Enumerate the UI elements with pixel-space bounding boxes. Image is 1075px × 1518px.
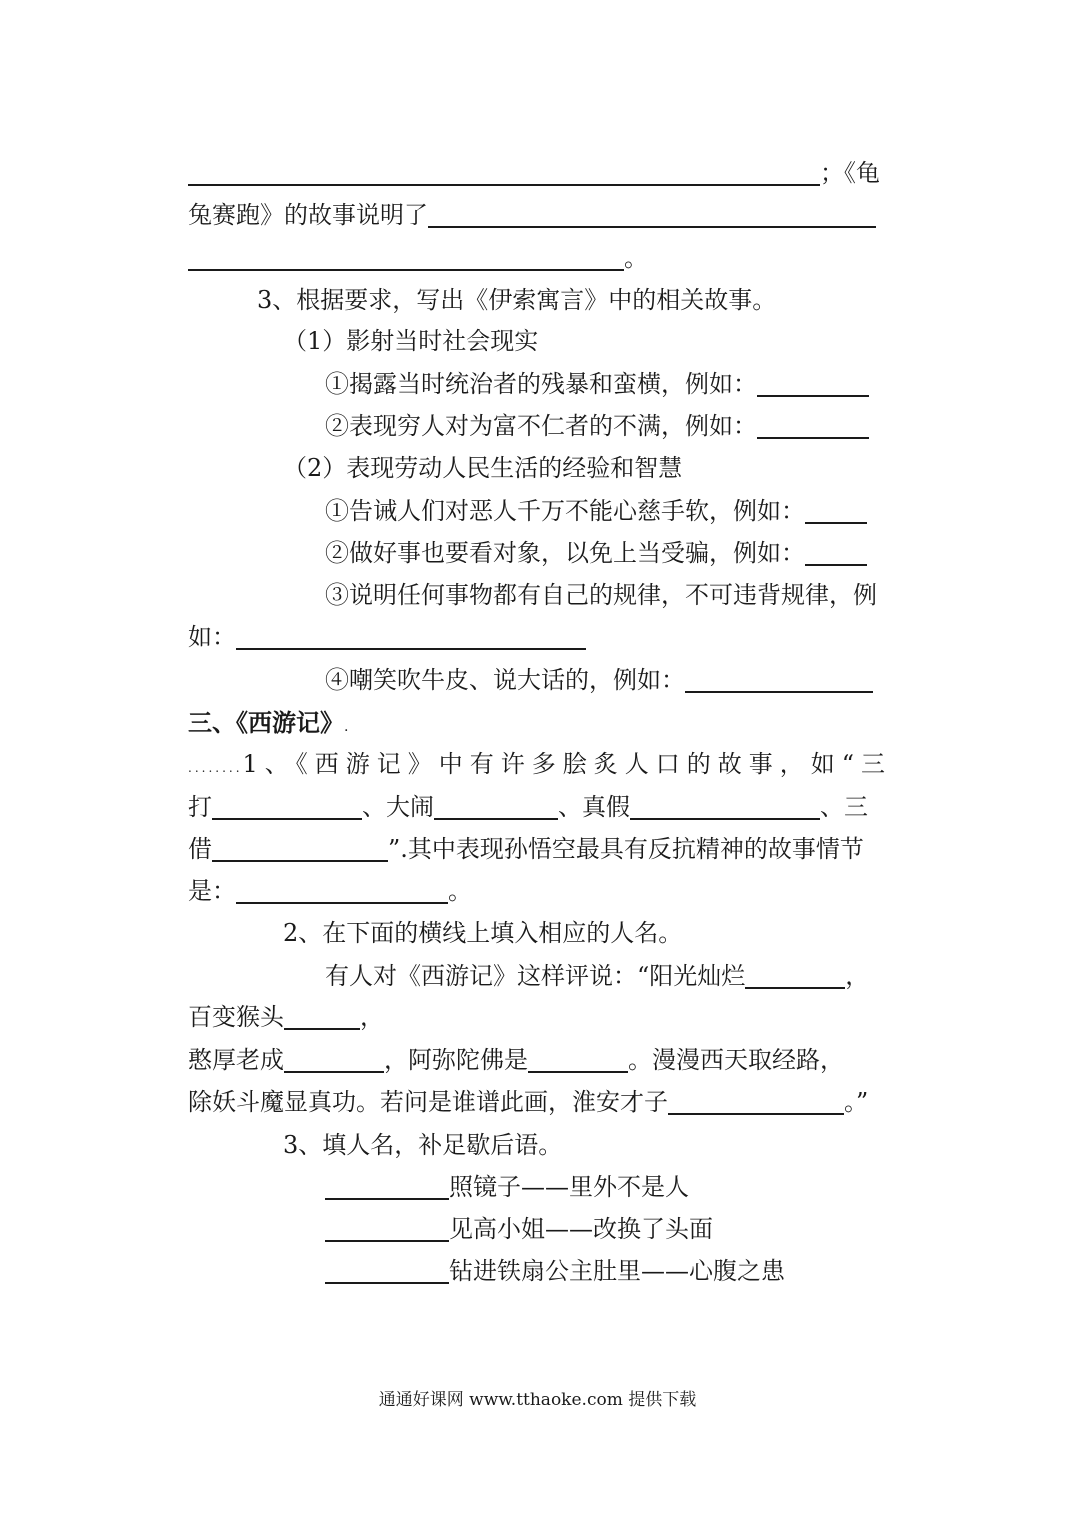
text: 钻进铁扇公主肚里——心腹之患 xyxy=(449,1257,785,1285)
text-line xyxy=(325,665,873,695)
answer-blank[interactable] xyxy=(668,1089,844,1115)
answer-blank[interactable] xyxy=(212,836,388,862)
text-line xyxy=(325,1214,713,1244)
text: 。” xyxy=(844,1088,869,1116)
sub-heading: （2）表现劳动人民生活的经验和智慧 xyxy=(283,454,683,482)
question-title: 2、在下面的横线上填入相应的人名。 xyxy=(283,919,683,947)
text: 、三 xyxy=(820,793,868,821)
text-line xyxy=(325,1172,689,1202)
answer-blank[interactable] xyxy=(528,1047,628,1073)
section-title xyxy=(188,708,348,738)
text: ④嘲笑吹牛皮、说大话的，例如： xyxy=(325,666,685,694)
text: 兔赛跑》的故事说明了 xyxy=(188,201,428,229)
leader-dots: ........ xyxy=(188,761,243,775)
text: 憨厚老成 xyxy=(188,1046,284,1074)
text-line xyxy=(325,496,867,526)
text-line xyxy=(188,1087,868,1117)
answer-blank[interactable] xyxy=(757,371,869,397)
question-title: 3、根据要求，写出《伊索寓言》中的相关故事。 xyxy=(257,286,777,314)
text: 、真假 xyxy=(558,793,630,821)
text: 照镜子——里外不是人 xyxy=(449,1173,689,1201)
answer-blank[interactable] xyxy=(685,667,873,693)
answer-blank[interactable] xyxy=(188,245,624,271)
answer-blank[interactable] xyxy=(434,794,558,820)
text-line xyxy=(325,411,869,441)
text: 见高小姐——改换了头面 xyxy=(449,1215,713,1243)
text: 打 xyxy=(188,793,212,821)
text-line xyxy=(188,1045,844,1075)
section-title-text: 三、《西游记》 xyxy=(188,708,344,737)
answer-blank[interactable] xyxy=(325,1174,449,1200)
answer-blank[interactable] xyxy=(212,794,362,820)
text: 1、《西游记》中有许多脍炙人口的故事，如“三 xyxy=(242,750,893,778)
text: 有人对《西游记》这样评说：“阳光灿烂 xyxy=(325,962,746,990)
answer-blank[interactable] xyxy=(236,624,586,650)
text: 。 xyxy=(448,877,472,905)
text: ②做好事也要看对象，以免上当受骗，例如： xyxy=(325,539,805,567)
text: 除妖斗魔显真功。若问是谁谱此画，淮安才子 xyxy=(188,1088,668,1116)
text-line xyxy=(188,834,864,864)
question-title: 3、填人名，补足歇后语。 xyxy=(283,1131,563,1159)
text: 。 xyxy=(624,244,648,272)
text: ①告诫人们对恶人千万不能心慈手软，例如： xyxy=(325,497,805,525)
text-line xyxy=(188,749,892,779)
page-footer: 通通好课网 www.tthaoke.com 提供下载 xyxy=(378,1390,697,1410)
text-line xyxy=(188,792,868,822)
text-line xyxy=(188,622,586,652)
text: ，阿弥陀佛是 xyxy=(384,1046,528,1074)
answer-blank[interactable] xyxy=(284,1004,360,1030)
text: 如： xyxy=(188,623,236,651)
text-line xyxy=(188,876,472,906)
stray-dot: . xyxy=(344,719,349,735)
answer-blank[interactable] xyxy=(284,1047,384,1073)
text: ；《龟 xyxy=(820,159,880,187)
text-line xyxy=(325,1256,785,1286)
text-line xyxy=(325,961,869,991)
answer-blank[interactable] xyxy=(428,202,876,228)
text: 。漫漫西天取经路， xyxy=(628,1046,844,1074)
text: ①揭露当时统治者的残暴和蛮横，例如： xyxy=(325,370,757,398)
sub-heading: （1）影射当时社会现实 xyxy=(283,327,539,355)
text-line xyxy=(188,1002,384,1032)
text-line xyxy=(325,369,869,399)
text-line: ③说明任何事物都有自己的规律，不可违背规律，例 xyxy=(325,581,877,609)
text: 百变猴头 xyxy=(188,1003,284,1031)
answer-blank[interactable] xyxy=(325,1216,449,1242)
text: 借 xyxy=(188,835,212,863)
answer-blank[interactable] xyxy=(188,160,820,186)
answer-blank[interactable] xyxy=(805,540,867,566)
answer-blank[interactable] xyxy=(236,878,448,904)
answer-blank[interactable] xyxy=(757,413,869,439)
text: ， xyxy=(360,1003,384,1031)
text-line xyxy=(325,538,867,568)
text: ”.其中表现孙悟空最具有反抗精神的故事情节 xyxy=(388,835,864,863)
answer-blank[interactable] xyxy=(325,1258,449,1284)
text-line xyxy=(188,158,880,188)
answer-blank[interactable] xyxy=(805,498,867,524)
answer-blank[interactable] xyxy=(745,963,845,989)
answer-blank[interactable] xyxy=(630,794,820,820)
text: ②表现穷人对为富不仁者的不满，例如： xyxy=(325,412,757,440)
text: 、大闹 xyxy=(362,793,434,821)
text-line xyxy=(188,200,876,230)
text-line xyxy=(188,243,648,273)
text: 是： xyxy=(188,877,236,905)
text: ， xyxy=(845,962,870,990)
